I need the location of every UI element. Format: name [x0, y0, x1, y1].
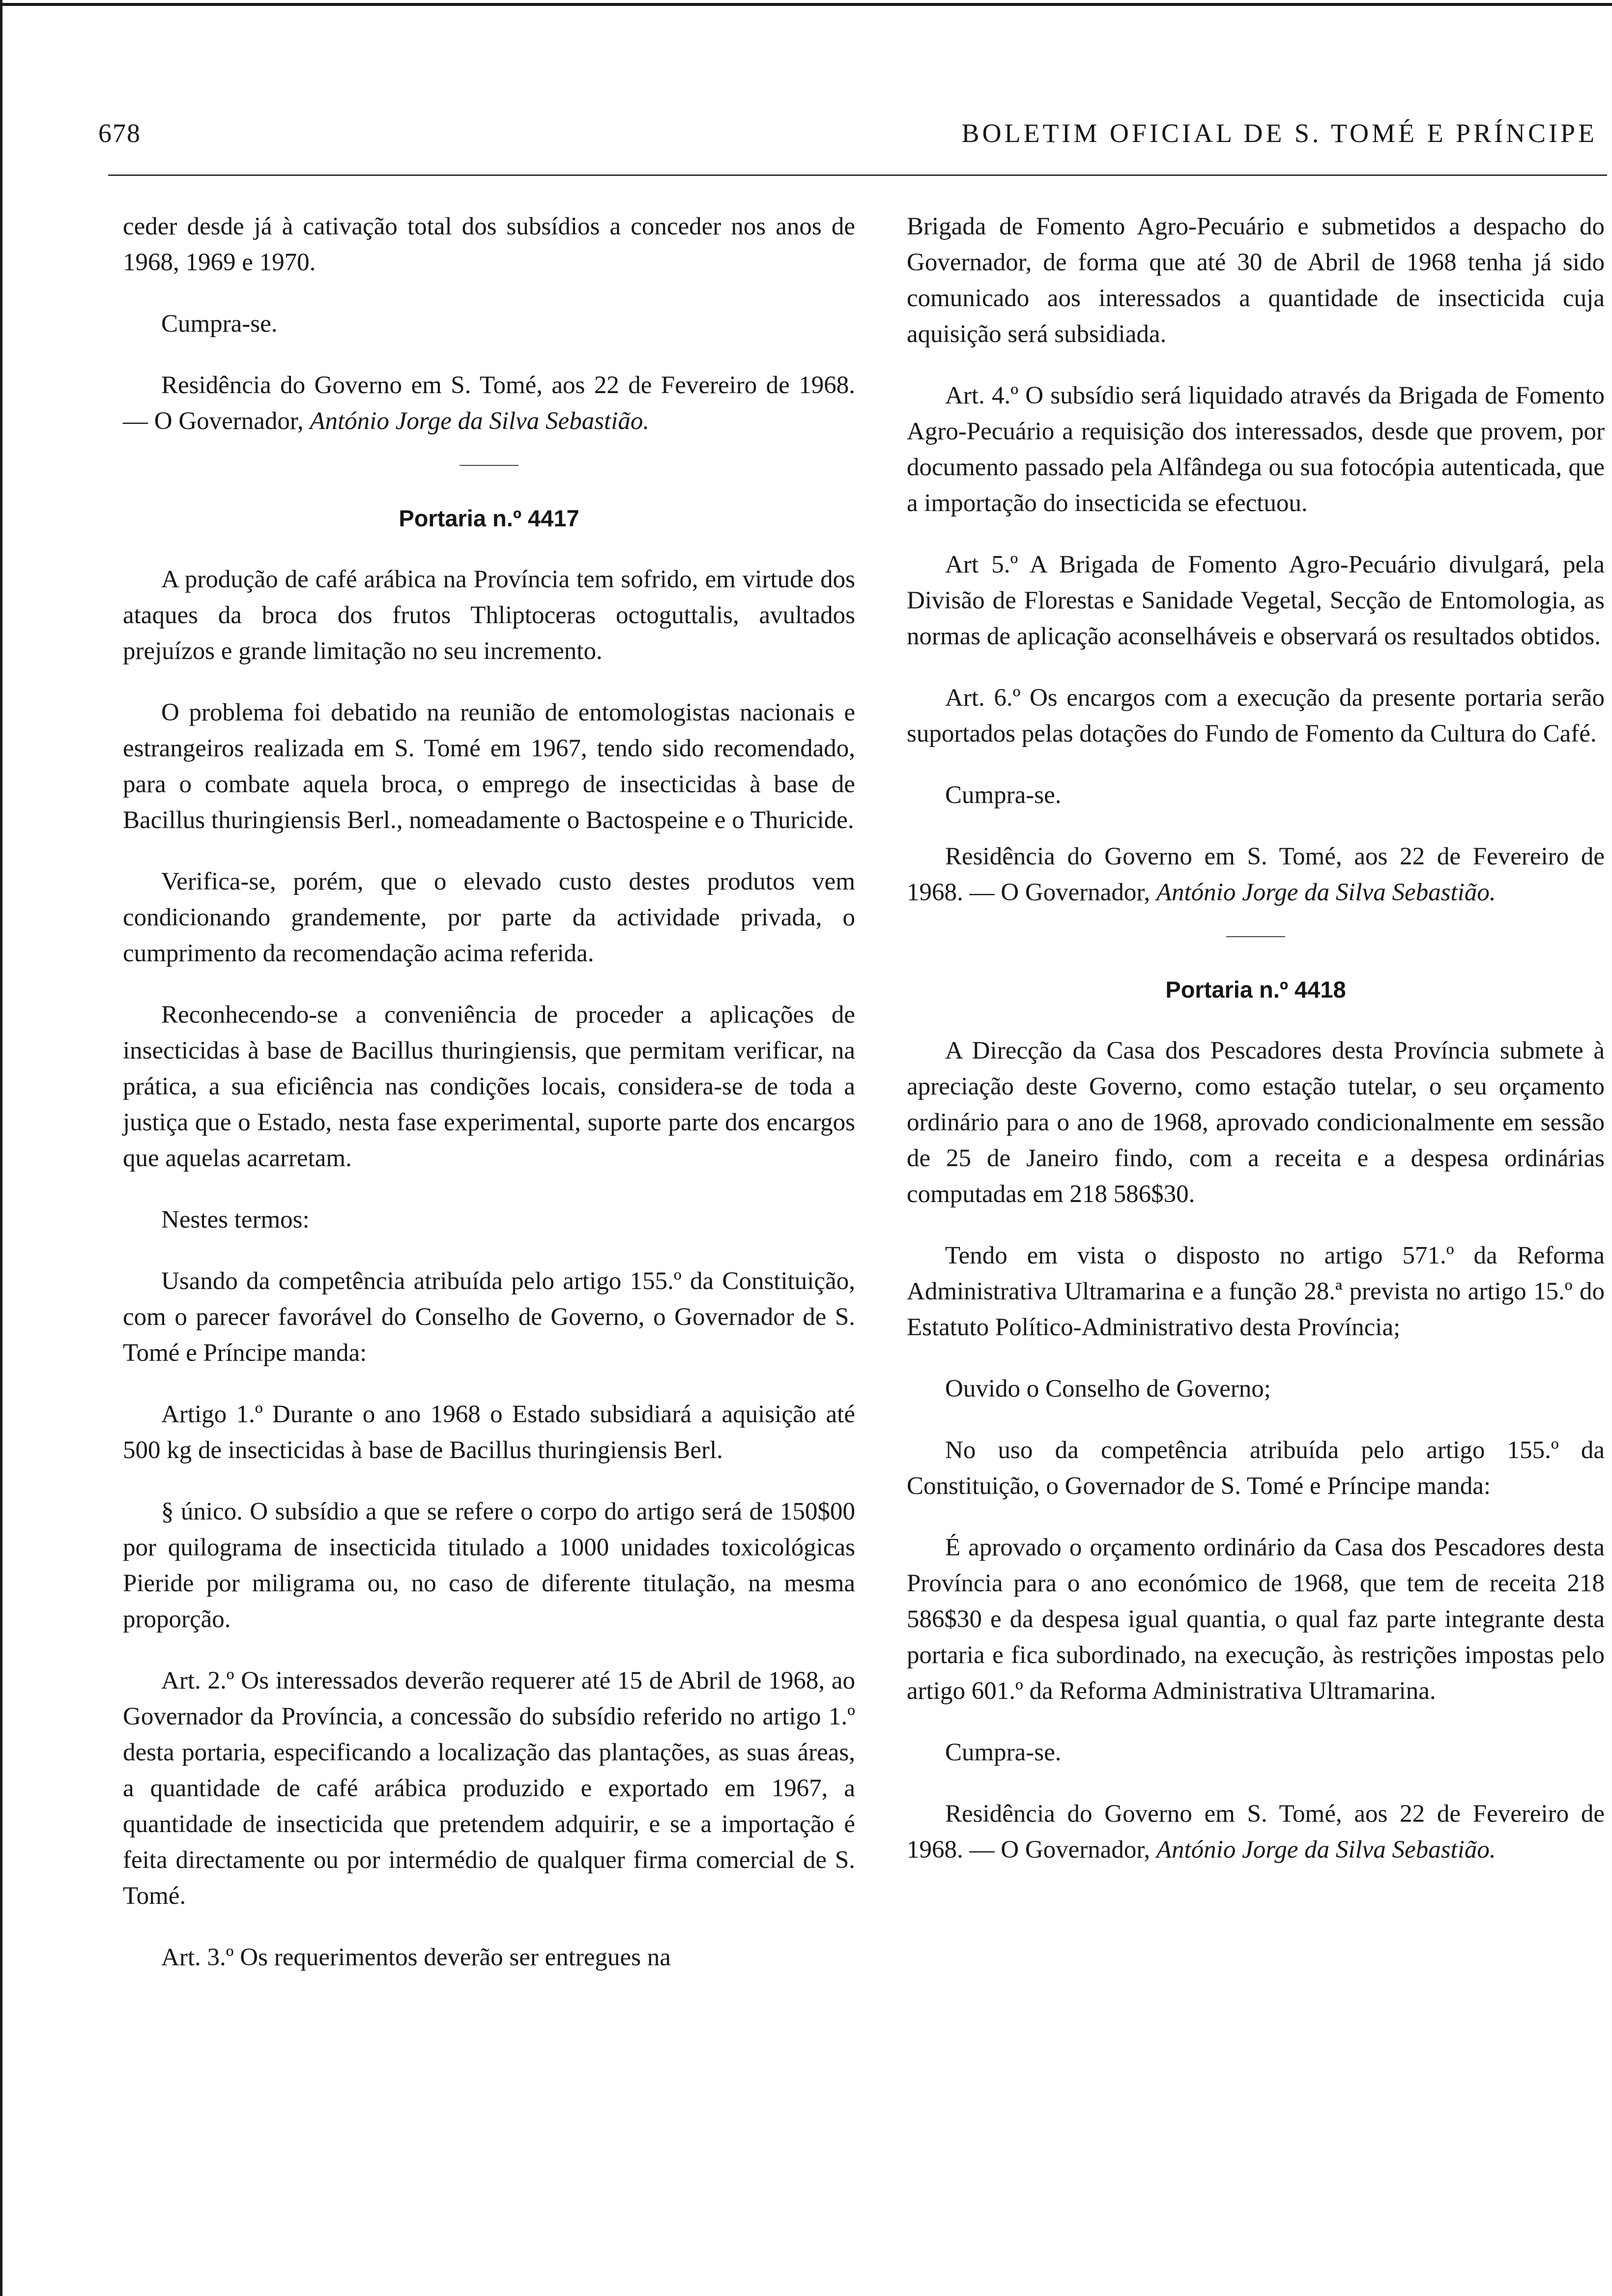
governor-signature: António Jorge da Silva Sebastião.: [1156, 1836, 1496, 1864]
page-border-left: [0, 0, 2, 2296]
page-header: [98, 118, 1597, 157]
cumpra-se: Cumpra-se.: [945, 781, 1062, 809]
portaria-4418-heading: Portaria n.º 4418: [1165, 976, 1346, 1003]
residencia-signature-block: [907, 1796, 1605, 1868]
page-number: 678: [98, 118, 141, 148]
paragraph: No uso da competência atribuída pelo artigo 155.º da Constituição, o Governador de S. Tomé e Príncipe manda:: [907, 1436, 1605, 1500]
continuation-paragraph: ceder desde já à cativação total dos subsídios a conceder nos anos de 1968, 1969 e 1970.: [123, 213, 855, 276]
residencia-signature-block: [123, 368, 855, 439]
paragraph: É aprovado o orçamento ordinário da Casa dos Pescadores desta Província para o ano económico de 1968, que tem de receita 218 586$30 e da despesa igual quantia, o qual faz parte integrante desta portaria e fica subordinado, na execução, às restrições impostas pelo artigo 601.º da Reforma Administrativa Ultramarina.: [907, 1534, 1605, 1705]
cumpra-se: Cumpra-se.: [945, 1739, 1062, 1766]
separator-rule: [1226, 936, 1285, 937]
article-5: Art 5.º A Brigada de Fomento Agro-Pecuário divulgará, pela Divisão de Florestas e Sanidade Vegetal, Secção de Entomologia, as normas de aplicação aconselháveis e observará os resultados obtidos.: [907, 551, 1605, 650]
paragraph: Usando da competência atribuída pelo artigo 155.º da Constituição, com o parecer favorável do Conselho de Governo, o Governador de S. Tomé e Príncipe manda:: [123, 1267, 855, 1367]
residencia-signature-block: [907, 839, 1605, 911]
paragraph: Ouvido o Conselho de Governo;: [945, 1375, 1271, 1403]
paragraph: A Direcção da Casa dos Pescadores desta Província submete à apreciação deste Governo, como estação tutelar, o seu orçamento ordinário para o ano de 1968, aprovado condicionalmente em sessão de 25 de Janeiro findo, com a receita e a despesa ordinárias computadas em 218 586$30.: [907, 1037, 1605, 1208]
residencia-text: Residência do Governo em S. Tomé, aos 22 de Fevereiro de 1968. — O Governador,: [907, 1800, 1605, 1864]
portaria-4417-heading: Portaria n.º 4417: [399, 505, 579, 531]
page-border-top: [0, 3, 1612, 6]
cumpra-se: Cumpra-se.: [161, 310, 278, 338]
article-6: Art. 6.º Os encargos com a execução da presente portaria serão suportados pelas dotações do Fundo de Fomento da Cultura do Café.: [907, 684, 1605, 747]
residencia-text: Residência do Governo em S. Tomé, aos 22 de Fevereiro de 1968. — O Governador,: [907, 843, 1605, 906]
continuation-paragraph: Brigada de Fomento Agro-Pecuário e submetidos a despacho do Governador, de forma que até 30 de Abril de 1968 tenha já sido comunicado aos interessados a quantidade de insecticida cuja aquisição será subsidiada.: [907, 213, 1605, 348]
residencia-text: Residência do Governo em S. Tomé, aos 22 de Fevereiro de 1968. — O Governador,: [123, 372, 855, 435]
governor-signature: António Jorge da Silva Sebastião.: [1156, 879, 1496, 906]
article-4: Art. 4.º O subsídio será liquidado através da Brigada de Fomento Agro-Pecuário a requisição dos interessados, desde que provem, por documento passado pela Alfândega ou sua fotocópia autenticada, que a importação do insecticida se efectuou.: [907, 382, 1605, 517]
paragraph: O problema foi debatido na reunião de entomologistas nacionais e estrangeiros realizada em S. Tomé em 1967, tendo sido recomendado, para o combate aquela broca, o emprego de insecticidas à base de Bacillus thuringiensis Berl., nomeadamente o Bactospeine e o Thuricide.: [123, 699, 855, 834]
article-2: Art. 2.º Os interessados deverão requerer até 15 de Abril de 1968, ao Governador da Província, a concessão do subsídio referido no artigo 1.º desta portaria, especificando a localização das plantações, as suas áreas, a quantidade de café arábica produzido e exportado em 1967, a quantidade de insecticida que pretendem adquirir, e se a importação é feita directamente ou por intermédio de qualquer firma comercial de S. Tomé.: [123, 1667, 855, 1910]
paragraph: Reconhecendo-se a conveniência de proceder a aplicações de insecticidas à base de Bacillus thuringiensis, que permitam verificar, na prática, a sua eficiência nas condições locais, considera-se de toda a justiça que o Estado, nesta fase experimental, suporte parte dos encargos que aquelas acarretam.: [123, 1001, 855, 1172]
paragraph: Verifica-se, porém, que o elevado custo destes produtos vem condicionando grandemente, por parte da actividade privada, o cumprimento da recomendação acima referida.: [123, 868, 855, 967]
article-3: Art. 3.º Os requerimentos deverão ser entregues na: [161, 1944, 671, 1971]
right-column: [907, 209, 1605, 1894]
article-1: Artigo 1.º Durante o ano 1968 o Estado subsidiará a aquisição até 500 kg de insecticidas à base de Bacillus thuringiensis Berl.: [123, 1401, 855, 1464]
paragraph: Tendo em vista o disposto no artigo 571.º da Reforma Administrativa Ultramarina e a função 28.ª prevista no artigo 15.º do Estatuto Político-Administrativo desta Província;: [907, 1242, 1605, 1341]
paragraph: A produção de café arábica na Província tem sofrido, em virtude dos ataques da broca dos frutos Thliptoceras octoguttalis, avultados prejuízos e grande limitação no seu incremento.: [123, 566, 855, 665]
paragraph: Nestes termos:: [161, 1206, 310, 1234]
header-rule: [108, 174, 1607, 176]
separator-rule: [460, 465, 518, 466]
left-column: [123, 209, 855, 2001]
running-title: BOLETIM OFICIAL DE S. TOMÉ E PRÍNCIPE: [961, 118, 1597, 148]
governor-signature: António Jorge da Silva Sebastião.: [310, 407, 650, 435]
paragraph-unico: § único. O subsídio a que se refere o corpo do artigo será de 150$00 por quilograma de insecticida titulado a 1000 unidades toxicológicas Pieride por miligrama ou, no caso de diferente titulação, na mesma proporção.: [123, 1498, 855, 1633]
